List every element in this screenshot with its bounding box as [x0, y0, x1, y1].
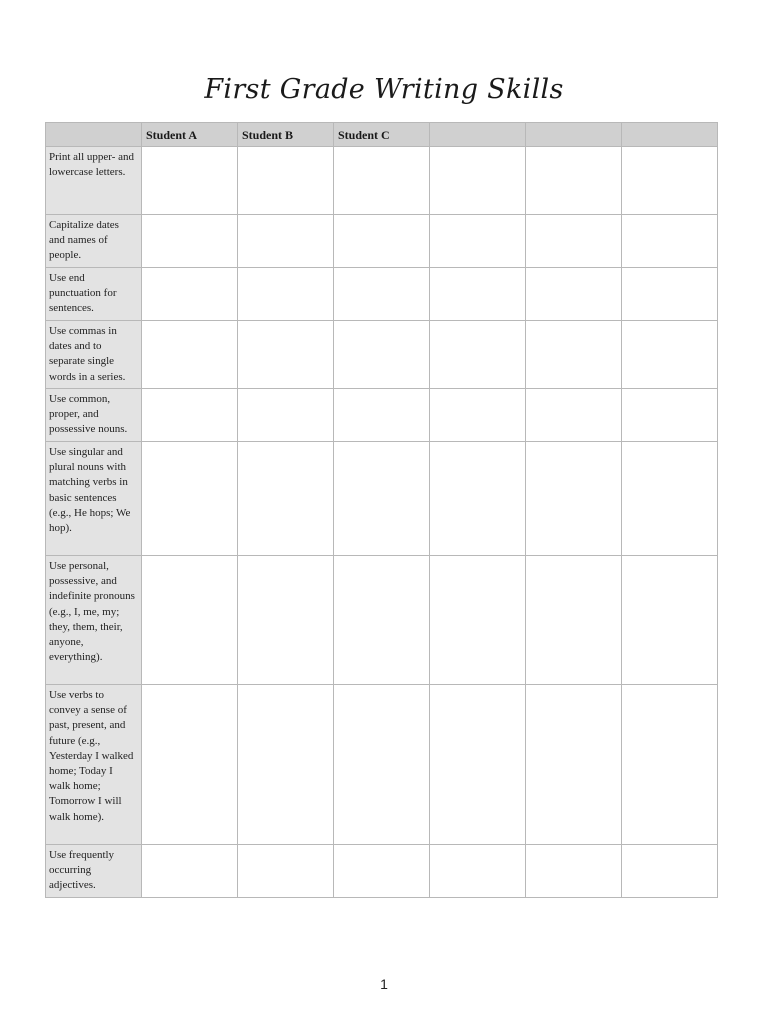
- header-cell-skill: [46, 123, 142, 147]
- header-cell-blank: [622, 123, 718, 147]
- table-row: [46, 685, 718, 845]
- header-cell-student-a: Student A: [142, 123, 238, 147]
- checklist-cell[interactable]: [622, 845, 718, 898]
- checklist-cell[interactable]: [238, 268, 334, 321]
- checklist-cell[interactable]: [142, 147, 238, 215]
- table-header-row: [46, 123, 718, 147]
- checklist-cell[interactable]: [430, 321, 526, 389]
- checklist-cell[interactable]: [526, 442, 622, 556]
- checklist-cell[interactable]: [142, 685, 238, 845]
- checklist-cell[interactable]: [238, 321, 334, 389]
- checklist-cell[interactable]: [142, 845, 238, 898]
- skill-label: Use end punctuation for sentences.: [46, 268, 142, 321]
- checklist-cell[interactable]: [622, 685, 718, 845]
- checklist-cell[interactable]: [526, 845, 622, 898]
- checklist-cell[interactable]: [526, 556, 622, 685]
- checklist-cell[interactable]: [238, 556, 334, 685]
- checklist-cell[interactable]: [622, 442, 718, 556]
- checklist-cell[interactable]: [142, 389, 238, 442]
- skill-label: Print all upper- and lowercase letters.: [46, 147, 142, 215]
- checklist-cell[interactable]: [334, 845, 430, 898]
- checklist-cell[interactable]: [238, 685, 334, 845]
- header-cell-blank: [430, 123, 526, 147]
- checklist-cell[interactable]: [142, 268, 238, 321]
- checklist-cell[interactable]: [622, 556, 718, 685]
- table-row: [46, 268, 718, 321]
- header-cell-student-c: Student C: [334, 123, 430, 147]
- skill-label: Capitalize dates and names of people.: [46, 215, 142, 268]
- header-cell-blank: [526, 123, 622, 147]
- checklist-cell[interactable]: [142, 321, 238, 389]
- table-row: [46, 147, 718, 215]
- table-row: [46, 845, 718, 898]
- table-row: [46, 389, 718, 442]
- table-row: [46, 442, 718, 556]
- page-number: 1: [380, 976, 388, 992]
- skill-label: Use personal, possessive, and indefinite pronouns (e.g., I, me, my; they, them, their, anyone, everything).: [46, 556, 142, 685]
- table-row: [46, 556, 718, 685]
- checklist-cell[interactable]: [142, 442, 238, 556]
- checklist-cell[interactable]: [238, 389, 334, 442]
- skill-label: Use frequently occurring adjectives.: [46, 845, 142, 898]
- checklist-cell[interactable]: [334, 321, 430, 389]
- header-cell-student-b: Student B: [238, 123, 334, 147]
- checklist-cell[interactable]: [430, 389, 526, 442]
- skill-label: Use singular and plural nouns with matching verbs in basic sentences (e.g., He hops; We hop).: [46, 442, 142, 556]
- checklist-cell[interactable]: [430, 442, 526, 556]
- checklist-cell[interactable]: [622, 215, 718, 268]
- checklist-cell[interactable]: [430, 556, 526, 685]
- checklist-cell[interactable]: [430, 147, 526, 215]
- skill-label: Use common, proper, and possessive nouns.: [46, 389, 142, 442]
- checklist-cell[interactable]: [334, 215, 430, 268]
- table-row: [46, 215, 718, 268]
- checklist-cell[interactable]: [238, 845, 334, 898]
- checklist-cell[interactable]: [238, 215, 334, 268]
- checklist-cell[interactable]: [622, 147, 718, 215]
- checklist-cell[interactable]: [334, 389, 430, 442]
- skills-checklist-table: [45, 122, 718, 898]
- checklist-cell[interactable]: [430, 845, 526, 898]
- checklist-cell[interactable]: [334, 685, 430, 845]
- checklist-cell[interactable]: [334, 556, 430, 685]
- checklist-cell[interactable]: [526, 215, 622, 268]
- checklist-cell[interactable]: [430, 685, 526, 845]
- checklist-cell[interactable]: [142, 215, 238, 268]
- checklist-cell[interactable]: [430, 215, 526, 268]
- checklist-cell[interactable]: [430, 268, 526, 321]
- checklist-cell[interactable]: [622, 268, 718, 321]
- checklist-cell[interactable]: [622, 321, 718, 389]
- checklist-cell[interactable]: [142, 556, 238, 685]
- checklist-cell[interactable]: [238, 147, 334, 215]
- checklist-cell[interactable]: [334, 268, 430, 321]
- checklist-cell[interactable]: [526, 685, 622, 845]
- checklist-cell[interactable]: [526, 268, 622, 321]
- checklist-cell[interactable]: [526, 147, 622, 215]
- checklist-cell[interactable]: [622, 389, 718, 442]
- checklist-cell[interactable]: [334, 147, 430, 215]
- document-title: First Grade Writing Skills: [204, 74, 564, 105]
- checklist-cell[interactable]: [334, 442, 430, 556]
- skill-label: Use commas in dates and to separate single words in a series.: [46, 321, 142, 389]
- checklist-cell[interactable]: [238, 442, 334, 556]
- checklist-cell[interactable]: [526, 389, 622, 442]
- checklist-cell[interactable]: [526, 321, 622, 389]
- skill-label: Use verbs to convey a sense of past, present, and future (e.g., Yesterday I walked home; Today I walk home; Tomorrow I will walk home).: [46, 685, 142, 845]
- table-row: [46, 321, 718, 389]
